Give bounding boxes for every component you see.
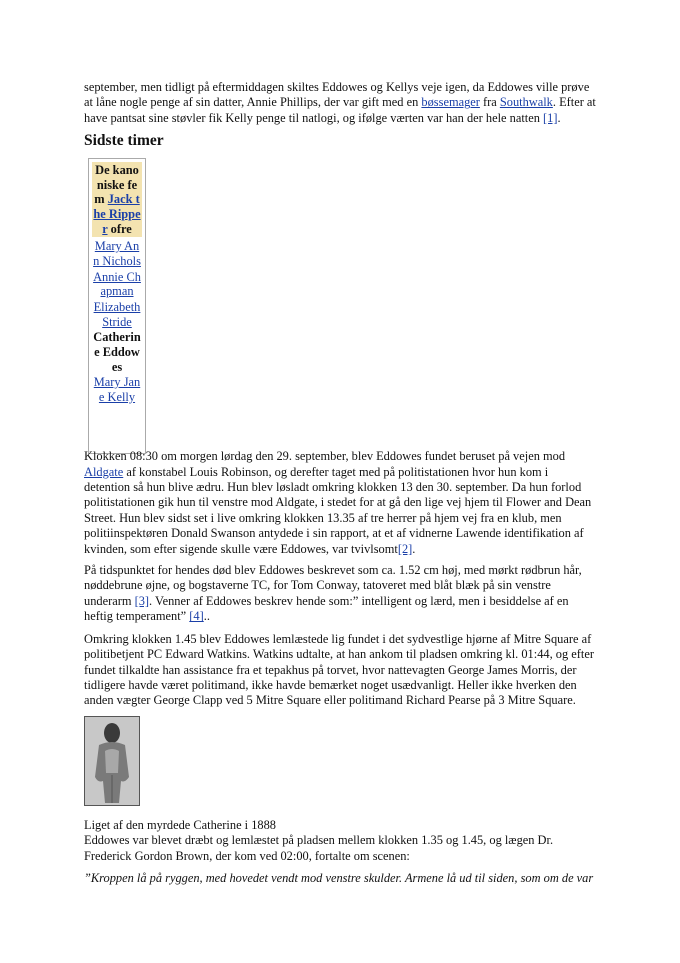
text-span: På tidspunktet for hendes død blev Eddowes beskrevet som ca. 1.52 cm høj, med mørkt rødbrun hår, nøddebrune øjne, og bogstaverne TC, for Tom Conway, tatoveret med blåt blæk på sin venstre underarm (84, 563, 582, 608)
intro-paragraph (84, 80, 596, 126)
text-span: september, men tidligt på eftermiddagen skiltes Eddowes og Kellys veje igen, da Eddowes ville prøve at låne nogle penge af sin datter, Annie Phillips, der var gift med en (84, 80, 590, 110)
text-span: . Efter at have pantsat sine støvler fik Kelly penge til natlogi, og ifølge værten var han der hele natten (84, 95, 596, 125)
reference-link-4[interactable]: [4] (189, 609, 204, 624)
article-body (84, 80, 596, 886)
link-bossemager[interactable]: bøssemager (421, 95, 480, 110)
list-item (92, 239, 142, 268)
link-annie-chapman[interactable]: Annie Chapman (93, 269, 141, 299)
link-jack-the-ripper[interactable]: Jack the Ripper (93, 192, 141, 236)
navbox-title-text: De kanoniske fem (94, 163, 139, 207)
section-heading: Sidste timer (84, 132, 164, 150)
navbox-title-suffix: ofre (107, 221, 132, 236)
list-item-current: Catherine Eddowes (93, 330, 141, 374)
list-item (92, 375, 142, 404)
victims-list (92, 239, 142, 404)
navbox-title (92, 162, 142, 237)
paragraph-discovery: Omkring klokken 1.45 blev Eddowes lemlæstede lig fundet i det sydvestlige hjørne af Mitre Square af politibetjent PC Edward Watkins. Watkins udtalte, at han ankom til pladsen omkring kl. 01:44, og efter fundet tilkaldte han assistance fra et tepakhus på torvet, hvor nattevagten George James Morris, der tidligere havde været politimand, ikke havde bemærket noget usædvanligt. Heller ikke hverken den anden vægter George Clapp ved 5 Mitre Square eller politimand Richard Pearse på 3 Mitre Square. (84, 631, 594, 708)
link-mary-ann-nichols[interactable]: Mary Ann Nichols (93, 239, 141, 268)
text-span: .. (203, 609, 210, 624)
text-span: Klokken 08:30 om morgen lørdag den 29. september, blev Eddowes fundet beruset på vejen mod (84, 449, 566, 464)
list-item (92, 270, 142, 299)
text-span: fra (479, 95, 500, 110)
figure-silhouette-icon (85, 717, 139, 805)
victims-navbox (88, 158, 146, 454)
photo-caption: Liget af den myrdede Catherine i 1888 (84, 817, 276, 832)
reference-link-1[interactable]: [1] (543, 110, 558, 125)
body-photo[interactable] (84, 716, 140, 806)
link-mary-jane-kelly[interactable]: Mary Jane Kelly (93, 375, 141, 404)
link-aldgate[interactable]: Aldgate (84, 464, 124, 479)
text-span: . (557, 110, 561, 125)
paragraph-scene: Eddowes var blevet dræbt og lemlæstet på pladsen mellem klokken 1.35 og 1.45, og lægen Dr. Frederick Gordon Brown, der kom ved 02:00, fortalte om scenen: (84, 833, 554, 863)
link-southwalk[interactable]: Southwalk (499, 95, 553, 110)
text-span: af konstabel Louis Robinson, og derefter taget med på politistationen hvor hun kom i detention så hun blive ædru. Hun blev løsladt omkring klokken 13 den 30. september. Da hun forlod politistationen gik hun til venstre mod Aldgate, i stedet for at gå den lige vej hjem til Flower and Dean Street. Hun blev sidst set i live omkring klokken 13.35 af tre herrer på hjem vej fra en klub, men politiinspektøren Donald Swanson antydede i sin rapport, at et af vidnerne Lawende identifikation af kvinden, som efter sigende skulle være Eddowes, var tvivlsomt (84, 464, 592, 556)
reference-link-2[interactable]: [2] (397, 541, 413, 556)
paragraph-last-hours (84, 449, 596, 557)
text-span: . Venner af Eddowes beskrev hende som:” intelligent og lærd, men i besiddelse af en heftig temperament” (84, 593, 569, 624)
list-item (92, 300, 142, 329)
paragraph-description (84, 563, 596, 625)
reference-link-3[interactable]: [3] (134, 593, 150, 608)
link-elizabeth-stride[interactable]: Elizabeth Stride (93, 299, 141, 329)
quote-paragraph: ”Kroppen lå på ryggen, med hovedet vendt mod venstre skulder. Armene lå ud til siden, som om de var (84, 870, 594, 885)
text-span: . (412, 541, 416, 556)
